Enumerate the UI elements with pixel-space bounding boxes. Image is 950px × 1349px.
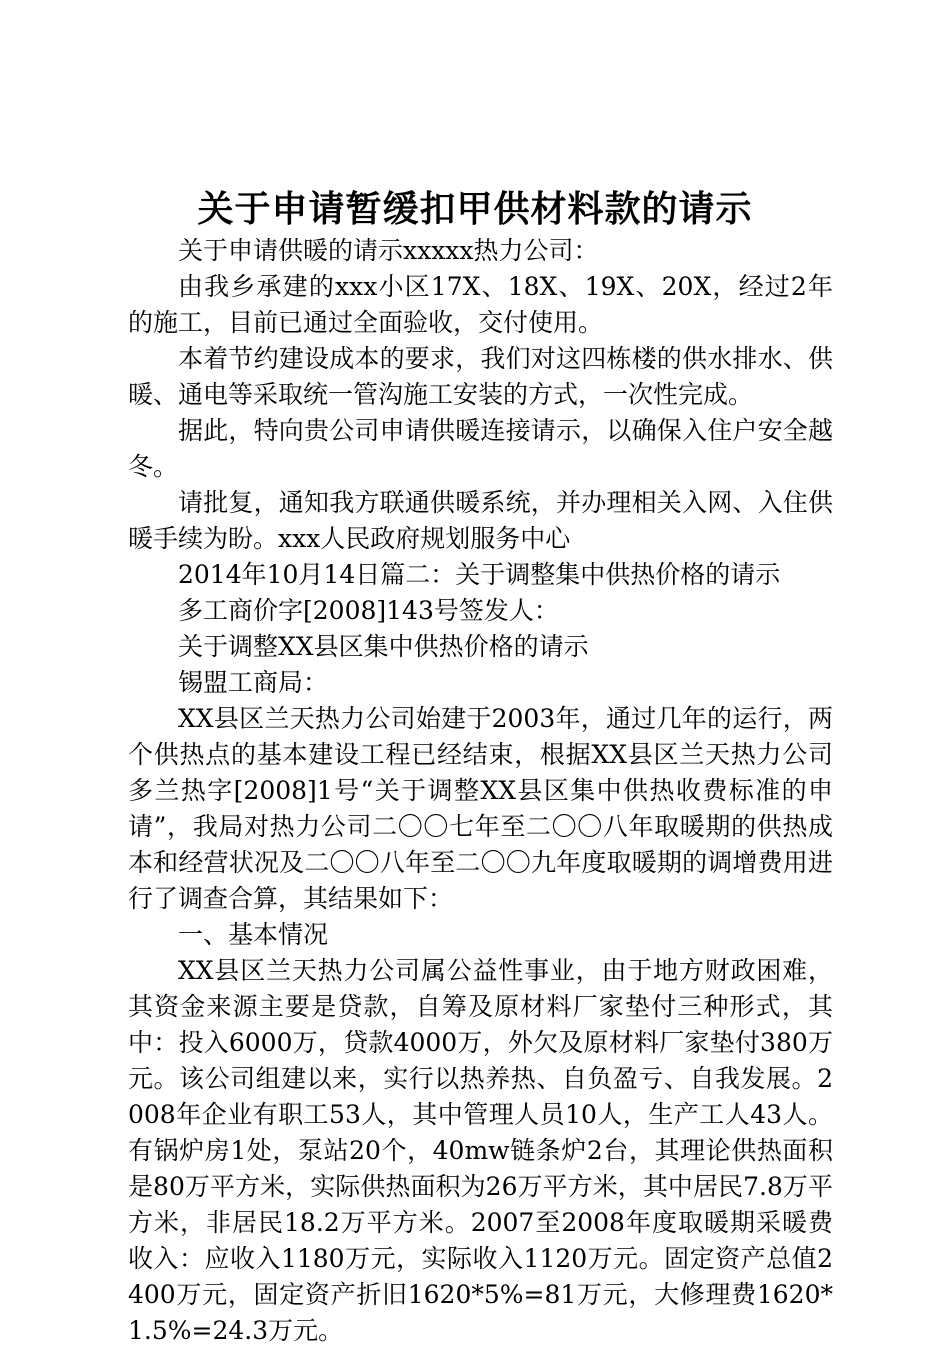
document-title: 关于申请暂缓扣甲供材料款的请示	[197, 189, 753, 230]
paragraph-date-heading: 2014年10月14日篇二：关于调整集中供热价格的请示	[178, 560, 781, 589]
paragraph-salutation: 关于申请供暖的请示xxxxx热力公司：	[178, 236, 599, 265]
paragraph-background: 由我乡承建的xxx小区17X、18X、19X、20X，经过2年的施工，目前已通过全面验收，交付使用。	[128, 272, 833, 337]
section-heading-basic-info: 一、基本情况	[178, 920, 329, 949]
paragraph-basic-info: XX县区兰天热力公司属公益性事业，由于地方财政困难，其资金来源主要是贷款，自筹及原材料厂家垫付三种形式，其中：投入6000万，贷款4000万，外欠及原材料厂家垫付380万元。该公司组建以来，实行以热养热、自负盈亏、自我发展。2008年企业有职工53人，其中管理人员10人，生产工人43人。有锅炉房1处，泵站20个，40mw链条炉2台，其理论供热面积是80万平方米，实际供热面积为26万平方米，其中居民7.8万平方米，非居民18.2万平方米。2007至2008年度取暖期采暖费收入：应收入1180万元，实际收入1120万元。固定资产总值2400万元，固定资产折旧1620*5%=81万元，大修理费1620*1.5%=24.3万元。	[128, 956, 833, 1345]
paragraph-addressee: 锡盟工商局：	[178, 668, 329, 697]
document-body	[128, 233, 833, 1349]
paragraph-overview: XX县区兰天热力公司始建于2003年，通过几年的运行，两个供热点的基本建设工程已经结束，根据XX县区兰天热力公司多兰热字[2008]1号“关于调整XX县区集中供热收费标准的申请”，我局对热力公司二〇〇七年至二〇〇八年取暖期的供热成本和经营状况及二〇〇八年至二〇〇九年度取暖期的调增费用进行了调查合算，其结果如下：	[128, 704, 833, 913]
paragraph-request: 据此，特向贵公司申请供暖连接请示，以确保入住户安全越冬。	[128, 416, 833, 481]
paragraph-closing: 请批复，通知我方联通供暖系统，并办理相关入网、入住供暖手续为盼。xxx人民政府规划服务中心	[128, 488, 833, 553]
paragraph-subtitle: 关于调整XX县区集中供热价格的请示	[178, 632, 589, 661]
paragraph-document-number: 多工商价字[2008]143号签发人：	[178, 596, 559, 625]
paragraph-construction: 本着节约建设成本的要求，我们对这四栋楼的供水排水、供暖、通电等采取统一管沟施工安装的方式，一次性完成。	[128, 344, 833, 409]
